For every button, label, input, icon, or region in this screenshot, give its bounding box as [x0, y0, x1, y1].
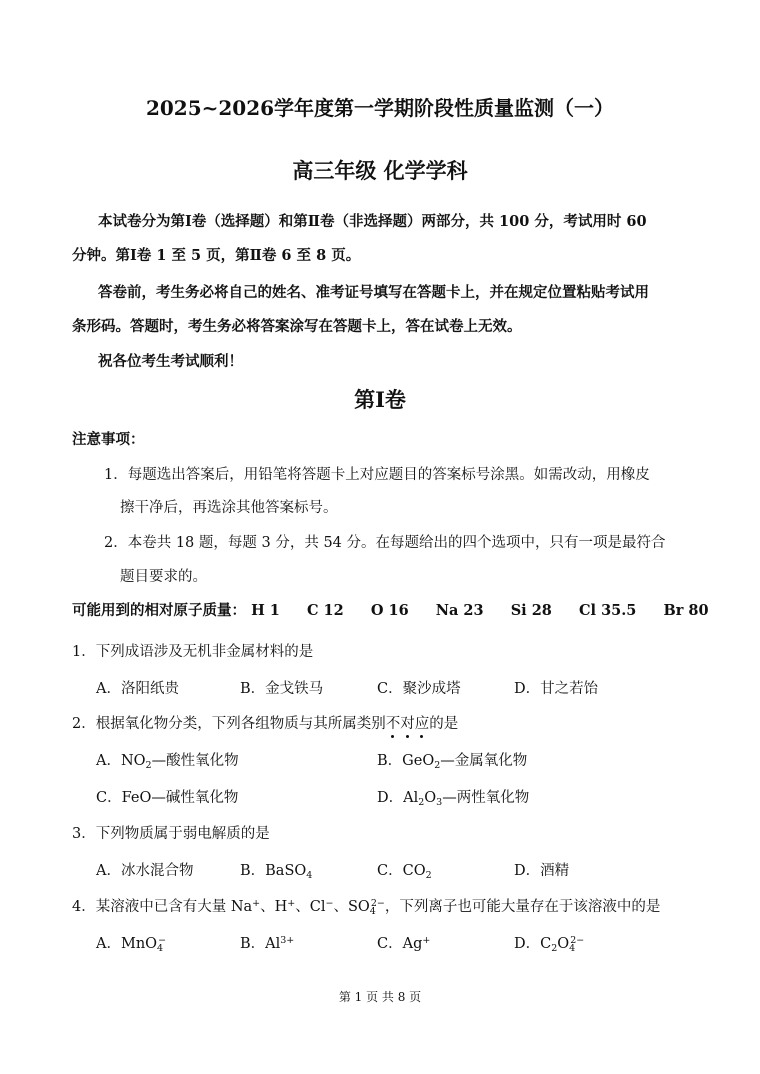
atomic-mass-si: Si 28	[510, 602, 552, 619]
question-1-option-c: C．聚沙成塔	[377, 681, 461, 697]
question-3-stem: 3．下列物质属于弱电解质的是	[72, 826, 270, 842]
intro-line-2: 分钟。第Ⅰ卷 1 至 5 页，第Ⅱ卷 6 至 8 页。	[72, 247, 361, 264]
notice-label: 注意事项：	[72, 431, 145, 448]
question-2-option-c: C．FeO—碱性氧化物	[96, 790, 239, 806]
atomic-mass-br: Br 80	[663, 602, 709, 619]
intro-line-5: 祝各位考生考试顺利！	[98, 353, 243, 370]
question-4-option-a: A．MnO$_4$−	[96, 935, 167, 954]
question-1-option-a: A．洛阳纸贵	[96, 681, 179, 697]
notice-item-2-line-1: 2．本卷共 18 题，每题 3 分，共 54 分。在每题给出的四个选项中，只有一项是最符合	[104, 535, 666, 551]
atomic-mass-na: Na 23	[435, 602, 484, 619]
emphasis-mark: 对	[400, 716, 415, 732]
atomic-mass-c: C 12	[306, 602, 344, 619]
question-4-option-c: C．Ag+	[377, 935, 431, 952]
intro-line-3: 答卷前，考生务必将自己的姓名、准考证号填写在答题卡上，并在规定位置粘贴考试用	[98, 284, 649, 301]
notice-item-1-line-2: 擦干净后，再选涂其他答案标号。	[120, 500, 338, 516]
emphasis-mark: 不	[385, 716, 401, 732]
question-4-option-d: D．$C_2O_4^{2-}$	[514, 935, 585, 954]
question-1-option-b: B．金戈铁马	[240, 681, 324, 697]
page-number-footer: 第 1 页 共 8 页	[338, 990, 422, 1004]
question-3-option-b: B．BaSO$_4$	[240, 863, 313, 881]
emphasis-mark: 应	[414, 716, 430, 732]
intro-line-4: 条形码。答题时，考生务必将答案涂写在答题卡上，答在试卷上无效。	[72, 318, 522, 335]
question-4-stem: 4．某溶液中已含有大量 Na+、H+、Cl−、$SO_4^{2-}$，下列离子也可能大量存在于该溶液中的是	[72, 898, 661, 917]
notice-item-2-line-2: 题目要求的。	[120, 569, 207, 585]
notice-item-1-line-1: 1．每题选出答案后，用铅笔将答题卡上对应题目的答案标号涂黑。如需改动，用橡皮	[104, 467, 650, 483]
question-2-option-a: A．$NO_2—$酸性氧化物	[96, 753, 239, 771]
question-3-option-c: C．$CO_2$	[377, 863, 432, 881]
question-1-option-d: D．甘之若饴	[514, 681, 599, 697]
atomic-mass-o: O 16	[370, 602, 409, 619]
atomic-masses-label: 可能用到的相对原子质量：	[72, 602, 246, 619]
atomic-masses	[72, 599, 731, 620]
section-title: 第Ⅰ卷	[354, 387, 406, 412]
exam-title: 2025~2026学年度第一学期阶段性质量监测（一）	[145, 96, 615, 120]
atomic-mass-h: H 1	[251, 602, 280, 619]
question-3-option-a: A．冰水混合物	[96, 863, 194, 879]
intro-line-1: 本试卷分为第Ⅰ卷（选择题）和第Ⅱ卷（非选择题）两部分，共 100 分，考试用时 60	[98, 213, 647, 230]
atomic-mass-cl: Cl 35.5	[578, 602, 637, 619]
question-3-option-d: D．酒精	[514, 863, 570, 879]
question-4-option-b: B．$Al^{3+}$	[240, 935, 295, 952]
question-2-stem: 2．根据氧化物分类，下列各组物质与其所属类别不对应的是	[72, 716, 459, 732]
question-2-option-b: B．GeO$_2$—金属氧化物	[377, 753, 528, 771]
exam-subtitle: 高三年级 化学学科	[292, 158, 468, 183]
question-2-option-d: D．$Al_2O_3—$两性氧化物	[377, 790, 530, 808]
question-1-stem: 1．下列成语涉及无机非金属材料的是	[72, 644, 314, 660]
